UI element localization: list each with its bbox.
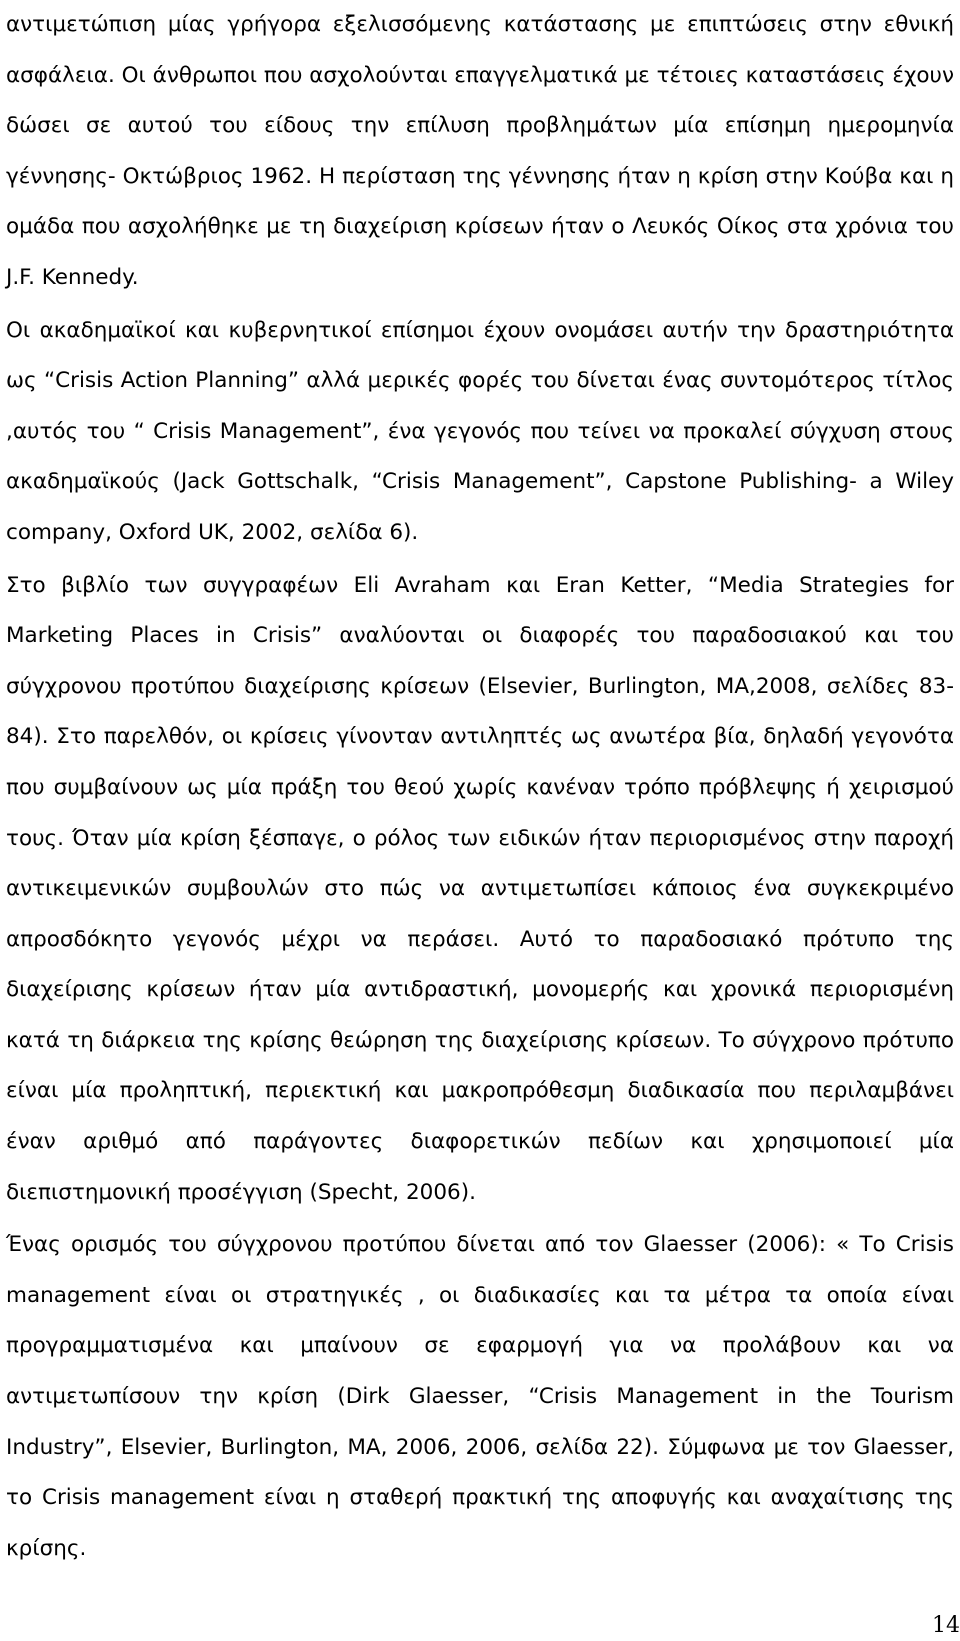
paragraph-3: Στο βιβλίο των συγγραφέων Eli Avraham και Eran Ketter, “Media Strategies for Marketing Places in Crisis” αναλύονται οι διαφορές του παραδοσιακού και του σύγχρονου προτύπου διαχείρισης κρίσεων (Elsevier, Burlington, MA,2008, σελίδες 83-84). Στο παρελθόν, οι κρίσεις γίνονταν αντιληπτές ως ανωτέρα βία, δηλαδή γεγονότα που συμβαίνουν ως μία πράξη του θεού χωρίς κανέναν τρόπο πρόβλεψης ή χειρισμού τους. Όταν μία κρίση ξέσπαγε, ο ρόλος των ειδικών ήταν περιορισμένος στην παροχή αντικειμενικών συμβουλών στο πώς να αντιμετωπίσει κάποιος ένα συγκεκριμένο απροσδόκητο γεγονός μέχρι να περάσει. Αυτό το παραδοσιακό πρότυπο της διαχείρισης κρίσεων ήταν μία αντιδραστική, μονομερής και χρονικά περιορισμένη κατά τη διάρκεια της κρίσης θεώρηση της διαχείρισης κρίσεων. Το σύγχρονο πρότυπο είναι μία προληπτική, περιεκτική και μακροπρόθεσμη διαδικασία που περιλαμβάνει έναν αριθμό από παράγοντες διαφορετικών πεδίων και χρησιμοποιεί μία διεπιστημονική προσέγγιση (Specht, 2006). [6,572,954,1205]
document-page [6,0,954,1574]
page-number: 14 [932,1613,960,1638]
paragraph-1: αντιμετώπιση μίας γρήγορα εξελισσόμενης κατάστασης με επιπτώσεις στην εθνική ασφάλεια. Οι άνθρωποι που ασχολούνται επαγγελματικά με τέτοιες καταστάσεις έχουν δώσει σε αυτού του είδους την επίλυση προβλημάτων μία επίσημη ημερομηνία γέννησης- Οκτώβριος 1962. Η περίσταση της γέννησης ήταν η κρίση στην Κούβα και η ομάδα που ασχολήθηκε με τη διαχείριση κρίσεων ήταν ο Λευκός Οίκος στα χρόνια του J.F. Kennedy. [6,12,954,290]
paragraph-4: Ένας ορισμός του σύγχρονου προτύπου δίνεται από τον Glaesser (2006): « Το Crisis management είναι οι στρατηγικές , οι διαδικασίες και τα μέτρα τα οποία είναι προγραμματισμένα και μπαίνουν σε εφαρμογή για να προλάβουν και να αντιμετωπίσουν την κρίση (Dirk Glaesser, “Crisis Management in the Tourism Industry”, Elsevier, Burlington, MA, 2006, 2006, σελίδα 22). Σύμφωνα με τον Glaesser, το Crisis management είναι η σταθερή πρακτική της αποφυγής και αναχαίτισης της κρίσης. [6,1232,954,1561]
paragraph-2: Οι ακαδημαϊκοί και κυβερνητικοί επίσημοι έχουν ονομάσει αυτήν την δραστηριότητα ως “Crisis Action Planning” αλλά μερικές φορές του δίνεται ένας συντομότερος τίτλος ,αυτός του “ Crisis Management”, ένα γεγονός που τείνει να προκαλεί σύγχυση στους ακαδημαϊκούς (Jack Gottschalk, “Crisis Management”, Capstone Publishing- a Wiley company, Oxford UK, 2002, σελίδα 6). [6,317,954,545]
